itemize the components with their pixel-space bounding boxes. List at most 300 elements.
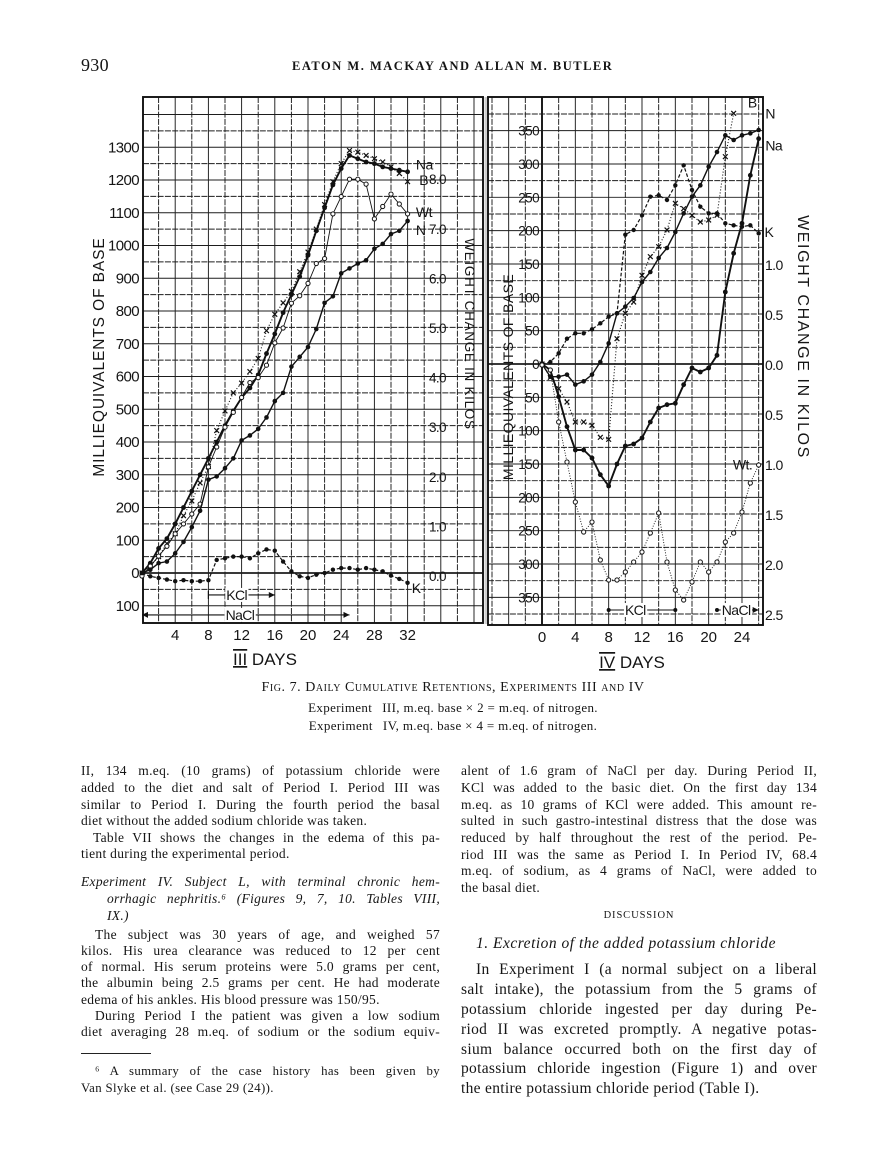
data-point-open — [289, 301, 293, 305]
y2-tick-label: 8.0 — [429, 172, 446, 188]
right-column-paragraph-2 — [461, 960, 817, 1099]
data-point-open — [256, 376, 260, 380]
data-point-open — [406, 212, 410, 216]
series-label: K — [764, 223, 774, 240]
series-na-line — [542, 139, 759, 486]
series-label: Wt — [415, 203, 433, 220]
y-tick-label: 100 — [518, 423, 539, 439]
range-dot — [673, 608, 677, 612]
data-point — [615, 311, 619, 315]
range-kcl — [607, 602, 678, 618]
data-point-open — [264, 363, 268, 367]
panel-separator — [485, 97, 488, 624]
figure-caption-line — [153, 717, 753, 735]
data-point — [140, 571, 144, 575]
y-tick-label: 1100 — [109, 204, 139, 222]
data-point — [356, 261, 361, 266]
data-point — [706, 211, 710, 215]
data-point — [322, 301, 327, 306]
text-line: sulted in such gastro-intestinal distress that the dose was — [461, 813, 817, 829]
series-label: N — [765, 105, 775, 122]
data-point — [581, 379, 586, 384]
y2-axis-title: WEIGHT CHANGE IN KILOS — [794, 215, 811, 459]
data-point — [173, 521, 178, 526]
x-tick-label: 20 — [299, 627, 317, 644]
data-point — [748, 131, 753, 136]
data-point — [206, 578, 210, 582]
y-tick-label: 100 — [115, 597, 139, 615]
range-label: NaCl — [721, 602, 751, 619]
arrowhead-icon — [344, 612, 350, 618]
data-point — [389, 232, 394, 237]
y-tick-label: 50 — [525, 323, 539, 339]
data-point — [198, 579, 202, 583]
caption-line-label: Experiment — [308, 718, 373, 733]
series-label: B — [419, 172, 429, 188]
data-point — [198, 472, 203, 477]
data-point-open — [381, 204, 385, 208]
data-point — [598, 472, 603, 477]
data-point-open — [389, 192, 393, 196]
y2-tick-label: 5.0 — [429, 321, 446, 336]
text-line: reduced by half throughout the rest of the period. Pe- — [461, 830, 817, 846]
y2-tick-label: 2.5 — [765, 607, 783, 623]
text-line: diet averaging 28 m.eq. of sodium or the sodium equiv- — [81, 1024, 440, 1040]
page-number: 930 — [81, 55, 109, 75]
data-point — [756, 136, 761, 141]
range-label: KCl — [226, 586, 248, 603]
data-point — [405, 219, 410, 224]
data-point — [281, 559, 285, 563]
subsection-heading: 1. Excretion of the added potassium chloride — [476, 934, 776, 952]
text-line: The subject was 30 years of age, and weighed 57 — [95, 926, 440, 942]
data-point — [631, 228, 635, 232]
data-point-open — [215, 445, 219, 449]
text-line: m.eq. as 10 grams of KCl were added. This amount re- — [461, 796, 817, 812]
data-point — [181, 578, 185, 582]
data-point — [380, 242, 385, 247]
data-point-open — [740, 510, 744, 514]
y2-tick-label: 1.0 — [765, 457, 783, 473]
data-point-open — [673, 588, 677, 592]
data-point — [706, 164, 711, 169]
y-tick-label: 700 — [115, 335, 139, 353]
data-point — [748, 223, 752, 227]
range-dot — [715, 608, 719, 612]
range-label: NaCl — [225, 606, 255, 623]
text-line: In Experiment I (a normal subject on a liberal — [476, 961, 817, 978]
data-point — [389, 573, 393, 577]
data-point — [740, 224, 744, 228]
y2-tick-label: 0.0 — [765, 357, 783, 373]
data-point-open — [240, 395, 244, 399]
y-tick-label: 200 — [518, 223, 539, 239]
data-point — [548, 360, 552, 364]
data-point — [264, 547, 268, 551]
data-point-open — [690, 580, 694, 584]
text-line: the entire potassium chloride period (Table I). — [461, 1080, 760, 1098]
data-point — [723, 133, 728, 138]
y-tick-label: 500 — [115, 401, 139, 419]
data-point-open — [590, 520, 594, 524]
data-point — [322, 571, 326, 575]
data-point — [190, 579, 194, 583]
text-line: During Period I the patient was given a low sodium — [95, 1007, 440, 1023]
y-tick-label: 800 — [115, 303, 139, 320]
data-point-open — [640, 550, 644, 554]
data-point-open — [648, 531, 652, 535]
y-tick-label: 350 — [518, 123, 539, 139]
text-line: tient during the experimental period. — [81, 846, 290, 862]
x-tick-label: 12 — [633, 629, 651, 646]
heading-line: Experiment IV. Subject L, with terminal chronic hem- — [81, 874, 440, 890]
data-point — [690, 194, 695, 199]
grid — [488, 94, 763, 625]
data-point — [165, 577, 169, 581]
data-point — [231, 554, 235, 558]
data-point-open — [607, 578, 611, 582]
data-point-open — [372, 217, 376, 221]
data-point-open — [615, 578, 619, 582]
data-point — [631, 442, 636, 447]
experiment-iv-heading — [81, 874, 440, 924]
data-point — [331, 568, 335, 572]
y-tick-label: 50 — [525, 390, 539, 406]
y2-axis-title: WEIGHT CHANGE IN KILOS — [462, 238, 477, 430]
data-point — [665, 246, 670, 251]
data-point-open — [223, 425, 227, 429]
data-point — [598, 321, 602, 325]
caption-line-label: Experiment — [308, 700, 373, 715]
data-point — [206, 477, 211, 482]
series-group — [540, 111, 761, 602]
data-point-open — [248, 380, 252, 384]
data-point — [181, 540, 186, 545]
data-point — [623, 304, 628, 309]
data-point — [347, 566, 351, 570]
data-point — [640, 213, 644, 217]
series-k — [540, 163, 761, 366]
data-point — [239, 554, 243, 558]
y-tick-label: 1200 — [108, 172, 139, 189]
data-point-x — [198, 481, 203, 486]
data-point — [573, 331, 577, 335]
data-point — [648, 270, 653, 275]
data-point — [698, 370, 703, 375]
series-label: Na — [765, 137, 783, 154]
data-point — [565, 372, 570, 377]
data-point-open — [698, 560, 702, 564]
y-tick-label: 100 — [115, 532, 139, 550]
data-point-x — [665, 228, 670, 233]
y-tick-label: 300 — [518, 156, 539, 172]
data-point — [698, 183, 703, 188]
data-point — [181, 505, 186, 510]
data-point-open — [397, 202, 401, 206]
data-point-open — [281, 326, 285, 330]
x-axis-title — [233, 650, 297, 669]
data-point — [405, 581, 409, 585]
data-point — [673, 183, 677, 187]
series-wt-line — [542, 365, 759, 600]
chart-experiment-iv — [488, 95, 811, 672]
data-point — [673, 401, 678, 406]
data-point — [656, 193, 660, 197]
data-point-open — [356, 177, 360, 181]
text-line: of normal. His serum proteins were 5.0 grams per cent, — [81, 959, 440, 975]
data-point — [356, 568, 360, 572]
data-point — [581, 331, 585, 335]
y-tick-label: 250 — [518, 523, 539, 539]
text-line: added to the diet and salt of Period I. Period III was — [81, 779, 440, 795]
y-tick-label: 400 — [115, 434, 139, 451]
data-point — [156, 576, 160, 580]
data-point-open — [298, 294, 302, 298]
data-point — [665, 198, 669, 202]
data-point-open — [582, 530, 586, 534]
x-tick-label: 32 — [399, 627, 416, 644]
data-point — [264, 415, 269, 420]
text-line: kilos. His urea clearance was reduced to 12 per cent — [81, 943, 440, 959]
figure-caption-title: Fig. 7. Daily Cumulative Retentions, Experiments III and IV — [261, 680, 645, 695]
series-label: B — [747, 94, 757, 111]
data-point-x — [248, 369, 253, 374]
x-axis-title — [599, 653, 665, 672]
data-point — [215, 558, 219, 562]
data-point-open — [364, 182, 368, 186]
data-point — [223, 556, 227, 560]
data-point — [623, 232, 627, 236]
x-tick-label: 24 — [733, 629, 751, 646]
data-point — [606, 314, 610, 318]
data-point — [590, 372, 595, 377]
data-point-open — [565, 460, 569, 464]
data-point-open — [323, 256, 327, 260]
range-dot — [607, 608, 611, 612]
data-point — [556, 351, 560, 355]
y-tick-label: 0 — [532, 357, 539, 372]
data-point-open — [347, 177, 351, 181]
x-tick-label: 4 — [571, 629, 580, 646]
data-point — [239, 438, 244, 443]
data-point — [372, 568, 376, 572]
text-line: riod II was excreted promptly. A negative potas- — [461, 1020, 817, 1038]
data-point — [256, 427, 261, 432]
data-point-open — [657, 511, 661, 515]
data-point — [272, 332, 277, 337]
figure-caption-line — [153, 699, 753, 717]
y-axis-title: MILLIEQUIVALENTS OF BASE — [91, 237, 108, 477]
footnote-line: Van Slyke et al. (see Case 29 (24)). — [81, 1081, 274, 1096]
data-point — [306, 576, 310, 580]
caption-line-text: III, m.eq. base × 2 = m.eq. of nitrogen. — [382, 700, 598, 715]
y-tick-label: 1000 — [108, 237, 139, 255]
data-point-open — [314, 261, 318, 265]
data-point — [364, 160, 369, 165]
data-point — [214, 474, 219, 479]
heading-line: orrhagic nephritis.⁶ (Figures 9, 7, 10. Tables VIII, — [107, 890, 440, 906]
data-point — [665, 402, 670, 407]
data-point — [364, 258, 369, 263]
data-point — [190, 525, 195, 530]
data-point — [715, 353, 720, 358]
data-point — [731, 138, 736, 143]
data-point — [673, 230, 678, 235]
data-point — [573, 448, 578, 453]
y2-tick-label: 2.0 — [765, 557, 783, 573]
data-point — [698, 204, 702, 208]
data-point — [556, 394, 561, 399]
left-column-paragraphs-3-4 — [81, 927, 440, 1041]
data-point — [355, 156, 360, 161]
data-point — [364, 566, 368, 570]
data-point — [289, 569, 293, 573]
data-point — [681, 382, 686, 387]
x-tick-label: 4 — [171, 627, 180, 644]
text-line: Table VII shows the changes in the edema of this pa- — [93, 829, 440, 845]
data-point — [681, 211, 686, 216]
text-line: m.eq. of sodium, as 4 grams of NaCl, were added to — [461, 863, 817, 879]
data-point — [690, 188, 694, 192]
data-point-open — [757, 463, 761, 467]
data-point — [339, 566, 343, 570]
y-tick-label: 1300 — [108, 139, 139, 157]
y2-tick-label: 1.0 — [429, 519, 446, 535]
data-point — [339, 271, 344, 276]
y-tick-label: 300 — [518, 557, 539, 573]
y2-tick-label: 1.0 — [765, 257, 783, 273]
series-label: K — [411, 580, 421, 597]
heading-line: IX.) — [107, 907, 129, 923]
data-point — [731, 223, 735, 227]
data-point — [565, 424, 570, 429]
data-point — [314, 327, 319, 332]
data-point-x — [364, 153, 369, 158]
data-point-open — [732, 531, 736, 535]
y-tick-label: 200 — [115, 499, 139, 517]
data-point-open — [206, 465, 210, 469]
data-point-x — [565, 400, 570, 405]
y2-tick-label: 1.5 — [765, 507, 783, 523]
x-tick-label: 20 — [700, 629, 718, 646]
data-point-open — [540, 363, 544, 367]
data-point-open — [723, 540, 727, 544]
data-point — [189, 489, 194, 494]
data-point — [740, 133, 745, 138]
data-point-open — [623, 570, 627, 574]
range-nacl — [142, 607, 350, 623]
data-point-open — [598, 558, 602, 562]
data-point — [156, 561, 161, 566]
data-point — [573, 382, 578, 387]
text-line: alent of 1.6 gram of NaCl per day. During Period II, — [461, 763, 817, 779]
y-tick-label: 0 — [131, 565, 139, 582]
data-point — [565, 336, 569, 340]
experiment-numeral: IV — [599, 653, 616, 672]
text-line: salt intake), the potassium from the 5 grams of — [461, 980, 817, 998]
data-point-x — [581, 420, 586, 425]
data-point — [606, 484, 611, 489]
data-point — [306, 345, 311, 350]
data-point — [397, 228, 402, 233]
x-tick-label: 28 — [366, 627, 383, 644]
y-tick-label: 250 — [518, 190, 539, 206]
data-point-open — [682, 598, 686, 602]
x-tick-label: 24 — [332, 627, 350, 644]
data-point — [298, 574, 302, 578]
data-point — [648, 194, 652, 198]
data-point — [165, 559, 170, 564]
text-line: similar to Period I. During the fourth period the basal — [81, 796, 440, 812]
text-line: riod III was the same as Period I. In Period IV, 68.4 — [461, 846, 817, 862]
data-point-x — [598, 435, 603, 440]
data-point — [581, 448, 586, 453]
data-point — [156, 546, 161, 551]
text-line: edema of his ankles. His blood pressure was 150/95. — [81, 991, 380, 1007]
chart-experiment-iii — [91, 97, 483, 669]
data-point — [623, 444, 628, 449]
data-point-open — [715, 560, 719, 564]
range-label: KCl — [624, 602, 646, 619]
series-b-line — [542, 113, 734, 439]
data-point — [648, 420, 653, 425]
data-point-open — [231, 410, 235, 414]
footnote-line: ⁶ A summary of the case history has been given by — [95, 1064, 440, 1078]
data-point — [314, 572, 318, 576]
series-label: N — [415, 222, 426, 239]
data-point-x — [281, 300, 286, 305]
x-axis-title-text: DAYS — [615, 653, 665, 672]
left-column-paragraphs-1-2 — [81, 763, 440, 863]
y2-tick-label: 7.0 — [429, 221, 446, 237]
data-point — [380, 165, 385, 170]
data-point-open — [181, 522, 185, 526]
y2-tick-label: 3.0 — [429, 420, 446, 436]
data-point — [289, 364, 294, 369]
right-column-paragraph-1 — [461, 763, 817, 896]
caption-line-text: IV, m.eq. base × 4 = m.eq. of nitrogen. — [382, 718, 598, 733]
x-tick-label: 16 — [666, 629, 684, 646]
data-point-open — [273, 341, 277, 345]
data-point — [281, 310, 286, 315]
data-point-x — [648, 254, 653, 259]
data-point — [273, 549, 277, 553]
y2-tick-label: 0.5 — [765, 307, 783, 323]
text-line: the albumin being 2.5 grams per cent. He had moderate — [81, 975, 440, 991]
data-point-open — [165, 544, 169, 548]
data-point-x — [631, 300, 636, 305]
y2-tick-label: 6.0 — [429, 271, 446, 287]
data-point — [381, 569, 385, 573]
data-point — [615, 462, 620, 467]
data-point-open — [157, 554, 161, 558]
data-point-x — [264, 328, 269, 333]
data-point — [748, 173, 753, 178]
data-point — [148, 574, 152, 578]
data-point — [706, 366, 711, 371]
data-point — [690, 366, 695, 371]
y-axis-title: MILLIEQUIVALENTS OF BASE — [500, 273, 516, 481]
data-point-x — [181, 513, 186, 518]
data-point-open — [748, 481, 752, 485]
data-point — [640, 436, 645, 441]
y-tick-label: 150 — [518, 457, 539, 473]
text-line: potassium chloride ingested per day during Pe- — [461, 1000, 817, 1018]
text-line: KCl was added to the basic diet. On the first day 134 — [461, 780, 817, 796]
x-tick-label: 0 — [537, 629, 547, 646]
data-point — [331, 294, 336, 299]
arrowhead-icon — [753, 607, 759, 613]
